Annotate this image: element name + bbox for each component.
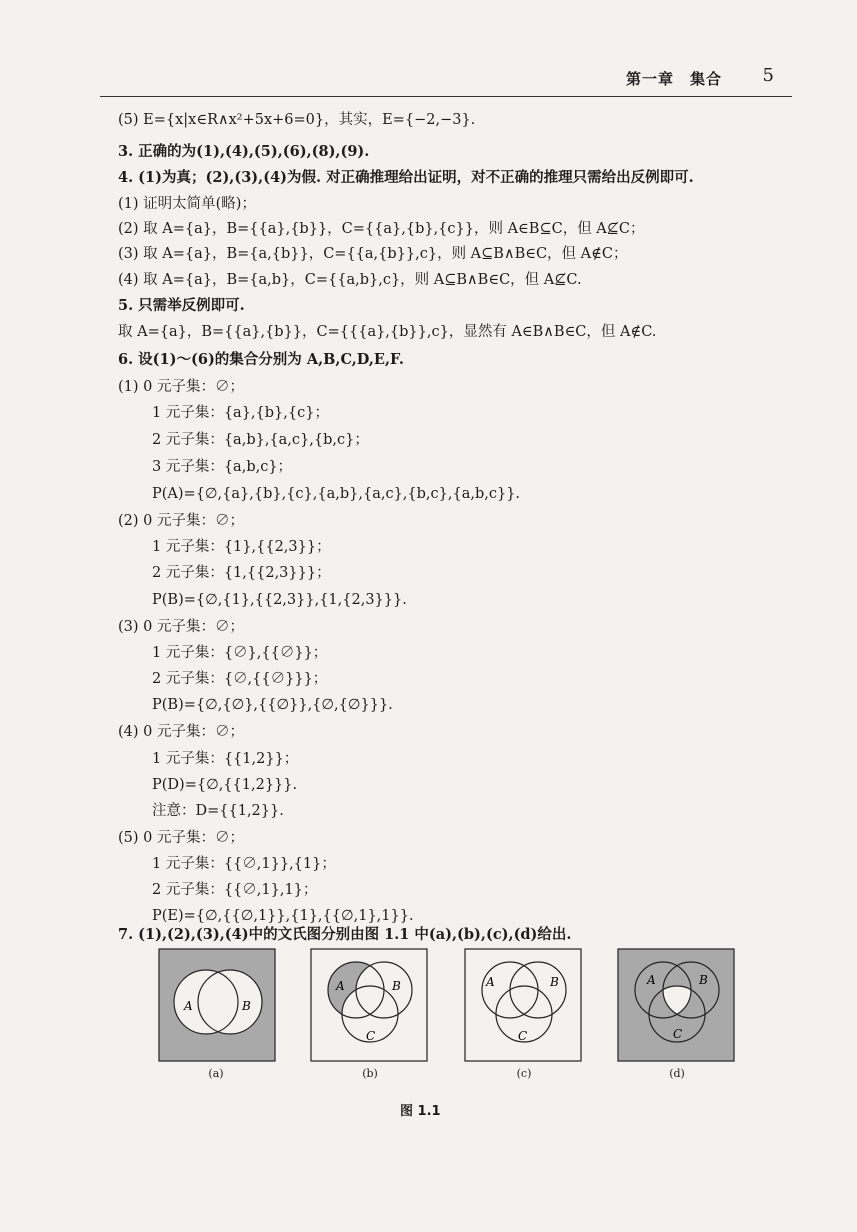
text-line: P(B)={∅,{∅},{{∅}},{∅,{∅}}}.: [152, 697, 393, 713]
text-line: 3. 正确的为(1),(4),(5),(6),(8),(9).: [118, 143, 370, 160]
text-line: P(E)={∅,{{∅,1}},{1},{{∅,1},1}}.: [152, 908, 414, 924]
figure-label-c: (c): [516, 1067, 532, 1080]
set-c-label: C: [366, 1029, 376, 1043]
text-line: 2 元子集：{a,b},{a,c},{b,c}；: [152, 432, 369, 448]
text-line: 2 元子集：{{∅,1},1}；: [152, 882, 318, 898]
text-line: 1 元子集：{{1,2}}；: [152, 751, 299, 767]
set-a-label: A: [486, 975, 495, 989]
text-line: 3 元子集：{a,b,c}；: [152, 459, 293, 475]
figure-label-d: (d): [669, 1067, 685, 1080]
text-line: 取 A={a}，B={{a},{b}}，C={{{a},{b}},c}，显然有 A∈B∧B∈C，但 A∉C.: [118, 324, 657, 340]
venn-diagram-a: [158, 948, 278, 1064]
figure-caption: 图 1.1: [400, 1104, 441, 1119]
page-header: [100, 62, 792, 97]
set-b-label: B: [392, 979, 401, 993]
text-line: P(A)={∅,{a},{b},{c},{a,b},{a,c},{b,c},{a,b,c}}.: [152, 486, 521, 502]
figure-label-b: (b): [362, 1067, 378, 1080]
set-b-label: B: [550, 975, 559, 989]
venn-diagram-b: [310, 948, 430, 1064]
set-a-label: A: [184, 999, 193, 1013]
text-line: (3) 取 A={a}，B={a,{b}}，C={{a,{b}},c}，则 A⊆B∧B∈C，但 A∉C；: [118, 246, 628, 262]
set-a-label: A: [647, 973, 656, 987]
text-line: P(D)={∅,{{1,2}}}.: [152, 777, 298, 793]
text-line: (5) E={x|x∈R∧x²+5x+6=0}，其实，E={−2,−3}.: [118, 112, 476, 128]
set-b-label: B: [699, 973, 708, 987]
text-line: 1 元子集：{1},{{2,3}}；: [152, 539, 331, 555]
text-line: P(B)={∅,{1},{{2,3}},{1,{2,3}}}.: [152, 592, 407, 608]
text-line: 1 元子集：{a},{b},{c}；: [152, 405, 329, 421]
text-line: 4. (1)为真；(2),(3),(4)为假. 对正确推理给出证明，对不正确的推理只需给出反例即可.: [118, 169, 694, 186]
text-line: 6. 设(1)～(6)的集合分别为 A,B,C,D,E,F.: [118, 351, 404, 368]
text-line: (2) 取 A={a}，B={{a},{b}}，C={{a},{b},{c}}，则 A∈B⊆C，但 A⊈C；: [118, 221, 645, 237]
set-b-label: B: [242, 999, 251, 1013]
page-number: 5: [762, 65, 774, 86]
text-line: 1 元子集：{∅},{{∅}}；: [152, 645, 328, 661]
text-line: 2 元子集：{∅,{{∅}}}；: [152, 671, 328, 687]
text-line: (1) 证明太简单(略)；: [118, 196, 256, 212]
shaded-region: [159, 949, 275, 1061]
text-line: (3) 0 元子集：∅；: [118, 619, 244, 635]
text-line: (2) 0 元子集：∅；: [118, 513, 244, 529]
text-line: (4) 0 元子集：∅；: [118, 724, 244, 740]
set-a-label: A: [336, 979, 345, 993]
venn-diagram-d: [617, 948, 737, 1064]
set-c-label: C: [673, 1027, 683, 1041]
set-c-label: C: [518, 1029, 528, 1043]
text-line: (5) 0 元子集：∅；: [118, 830, 244, 846]
text-line: 7. (1),(2),(3),(4)中的文氏图分别由图 1.1 中(a),(b),(c),(d)给出.: [118, 926, 572, 943]
text-line: 2 元子集：{1,{{2,3}}}；: [152, 565, 331, 581]
text-line: (1) 0 元子集：∅；: [118, 379, 244, 395]
venn-diagram-c: [464, 948, 584, 1064]
text-line: 1 元子集：{{∅,1}},{1}；: [152, 856, 336, 872]
text-line: 5. 只需举反例即可.: [118, 297, 245, 314]
text-line: (4) 取 A={a}，B={a,b}，C={{a,b},c}，则 A⊆B∧B∈C，但 A⊈C.: [118, 272, 582, 288]
figure-label-a: (a): [208, 1067, 224, 1080]
chapter-title: 第一章 集合: [625, 70, 722, 88]
text-line: 注意：D={{1,2}}.: [152, 803, 284, 819]
